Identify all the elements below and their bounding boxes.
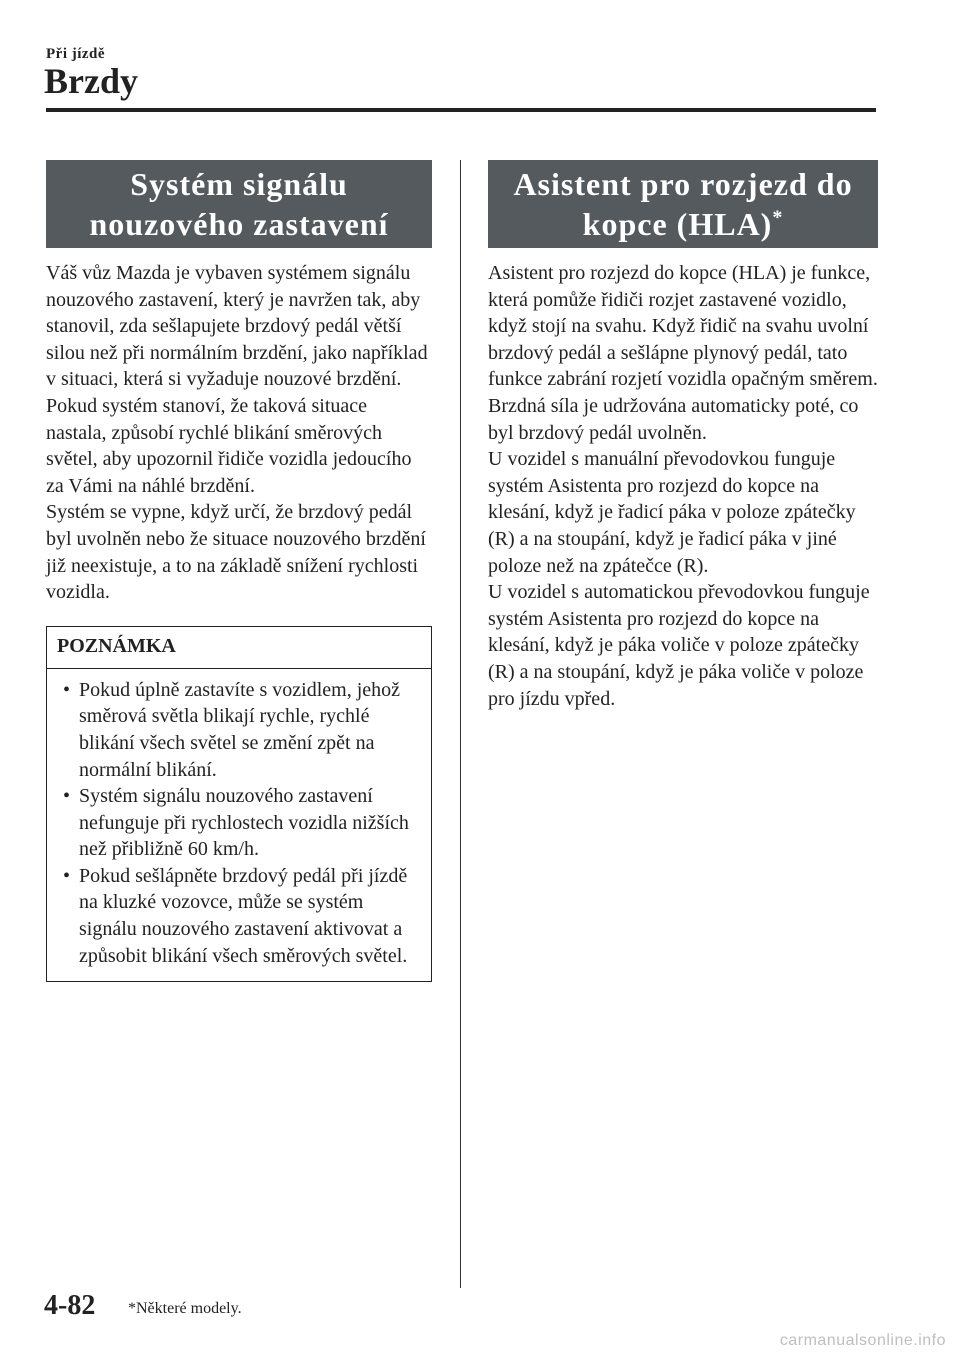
note-box	[46, 626, 432, 983]
bullet-icon: •	[63, 864, 71, 887]
paragraph: Systém se vypne, když určí, že brzdový pedál byl uvolněn nebo že situace nouzového brzdění již neexistuje, a to na základě snížení rychlosti vozidla.	[46, 501, 426, 604]
column-divider	[460, 160, 461, 1288]
left-column	[46, 160, 432, 982]
paragraph: U vozidel s manuální převodovkou funguje systém Asistenta pro rozjezd do kopce na klesání, když je řadicí páka v poloze zpátečky (R) a na stoupání, když je řadicí páka v jiné poloze než na zpátečce (R).	[488, 448, 856, 577]
note-item-text: Pokud sešlápněte brzdový pedál při jízdě na kluzké vozovce, může se systém signálu nouzového zastavení aktivovat a způsobit blikání všech směrových světel.	[79, 864, 408, 967]
bullet-icon: •	[63, 678, 71, 701]
note-item	[59, 863, 421, 969]
right-column	[488, 160, 878, 712]
section-heading-hill-launch-assist	[488, 160, 878, 248]
page-title: Brzdy	[44, 61, 138, 101]
note-item-text: Systém signálu nouzového zastavení nefunguje při rychlostech vozidla nižších než přibližně 60 km/h.	[79, 785, 409, 861]
note-list	[47, 669, 431, 982]
paragraph: Váš vůz Mazda je vybaven systémem signálu nouzového zastavení, který je navržen tak, aby stanovil, zda sešlapujete brzdový pedál větší silou než při normálním brzdění, jako například v situaci, která si vyžaduje nouzové brzdění. Pokud systém stanoví, že taková situace nastala, způsobí rychlé blikání směrových světel, aby upozornil řidiče vozidla jedoucího za Vámi na náhlé brzdění.	[46, 262, 428, 497]
paragraph: Asistent pro rozjezd do kopce (HLA) je funkce, která pomůže řidiči rozjet zastavené vozidlo, když stojí na svahu. Když řidič na svahu uvolní brzdový pedál a sešlápne plynový pedál, tato funkce zabrání rozjetí vozidla opačným směrem. Brzdná síla je udržována automaticky poté, co byl brzdový pedál uvolněn.	[488, 262, 878, 444]
note-title: POZNÁMKA	[47, 627, 431, 669]
optional-equipment-mark: *	[772, 206, 784, 229]
note-item-text: Pokud úplně zastavíte s vozidlem, jehož směrová světla blikají rychle, rychlé blikání všech světel se změní zpět na normální blikání.	[79, 678, 401, 781]
hill-launch-assist-body	[488, 260, 878, 712]
bullet-icon: •	[63, 785, 71, 808]
note-item	[59, 783, 421, 863]
section-label: Při jízdě	[46, 46, 106, 62]
footnote: *Některé modely.	[128, 1300, 242, 1317]
page-number: 4-82	[44, 1290, 96, 1321]
header-divider	[46, 108, 876, 112]
note-item	[59, 677, 421, 783]
section-heading-emergency-signal: Systém signálu nouzového zastavení	[46, 160, 432, 248]
emergency-signal-body	[46, 260, 432, 606]
paragraph: U vozidel s automatickou převodovkou funguje systém Asistenta pro rozjezd do kopce na klesání, když je páka voliče v poloze zpátečky (R) a na stoupání, když je páka voliče v poloze pro jízdu vpřed.	[488, 581, 870, 710]
watermark: carmanualsonline.info	[779, 1332, 946, 1349]
section-heading-text: Asistent pro rozjezd do kopce (HLA)	[513, 166, 853, 242]
